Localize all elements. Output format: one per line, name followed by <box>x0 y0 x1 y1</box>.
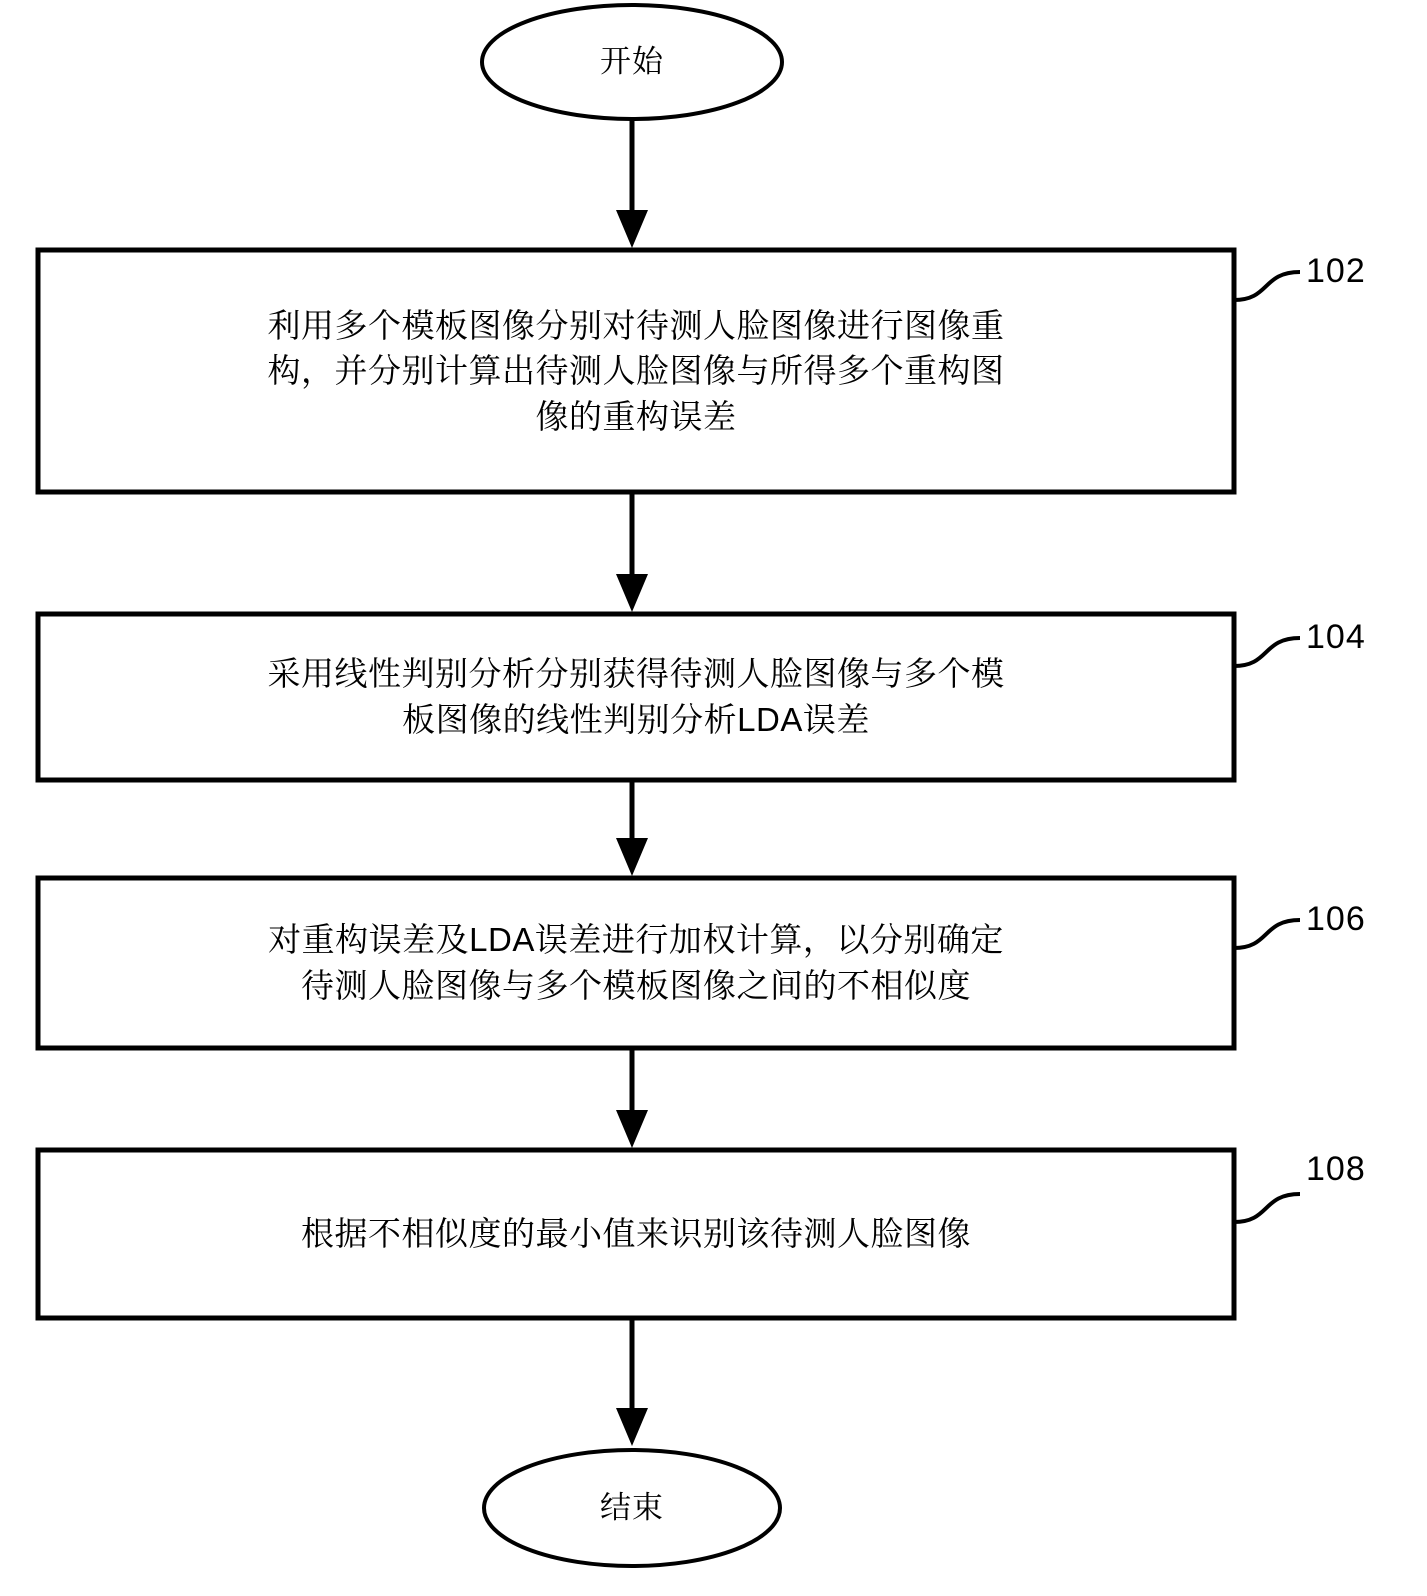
start-terminal-label: 开始 <box>600 43 664 79</box>
step-104-shape <box>38 614 1234 780</box>
step-106-shape <box>38 878 1234 1048</box>
ref-leader-108 <box>1234 1194 1300 1222</box>
ref-number-106: 106 <box>1306 900 1366 938</box>
ref-leader-104 <box>1234 638 1300 666</box>
edge-102-to-104 <box>616 492 648 612</box>
end-terminal-label: 结束 <box>600 1489 664 1525</box>
ref-number-104: 104 <box>1306 618 1366 656</box>
step-104-label: 采用线性判别分析分别获得待测人脸图像与多个模 板图像的线性判别分析LDA误差 <box>267 655 1005 738</box>
ref-number-108: 108 <box>1306 1150 1366 1188</box>
edge-108-to-end <box>616 1318 648 1446</box>
step-108-shape <box>38 1150 1234 1318</box>
ref-number-102: 102 <box>1306 252 1366 290</box>
edge-104-to-106 <box>616 780 648 876</box>
ref-leader-102 <box>1234 272 1300 300</box>
edge-106-to-108 <box>616 1048 648 1148</box>
end-terminal-shape <box>484 1450 780 1566</box>
start-terminal-shape <box>482 5 782 119</box>
step-106-label: 对重构误差及LDA误差进行加权计算，以分别确定 待测人脸图像与多个模板图像之间的不相似度 <box>268 921 1004 1004</box>
step-102-label: 利用多个模板图像分别对待测人脸图像进行图像重 构，并分别计算出待测人脸图像与所得多个重构图 像的重构误差 <box>267 306 1005 435</box>
step-108-label: 根据不相似度的最小值来识别该待测人脸图像 <box>301 1215 971 1253</box>
step-102-shape <box>38 250 1234 492</box>
ref-leader-106 <box>1234 920 1300 948</box>
edge-start-to-102 <box>616 119 648 248</box>
